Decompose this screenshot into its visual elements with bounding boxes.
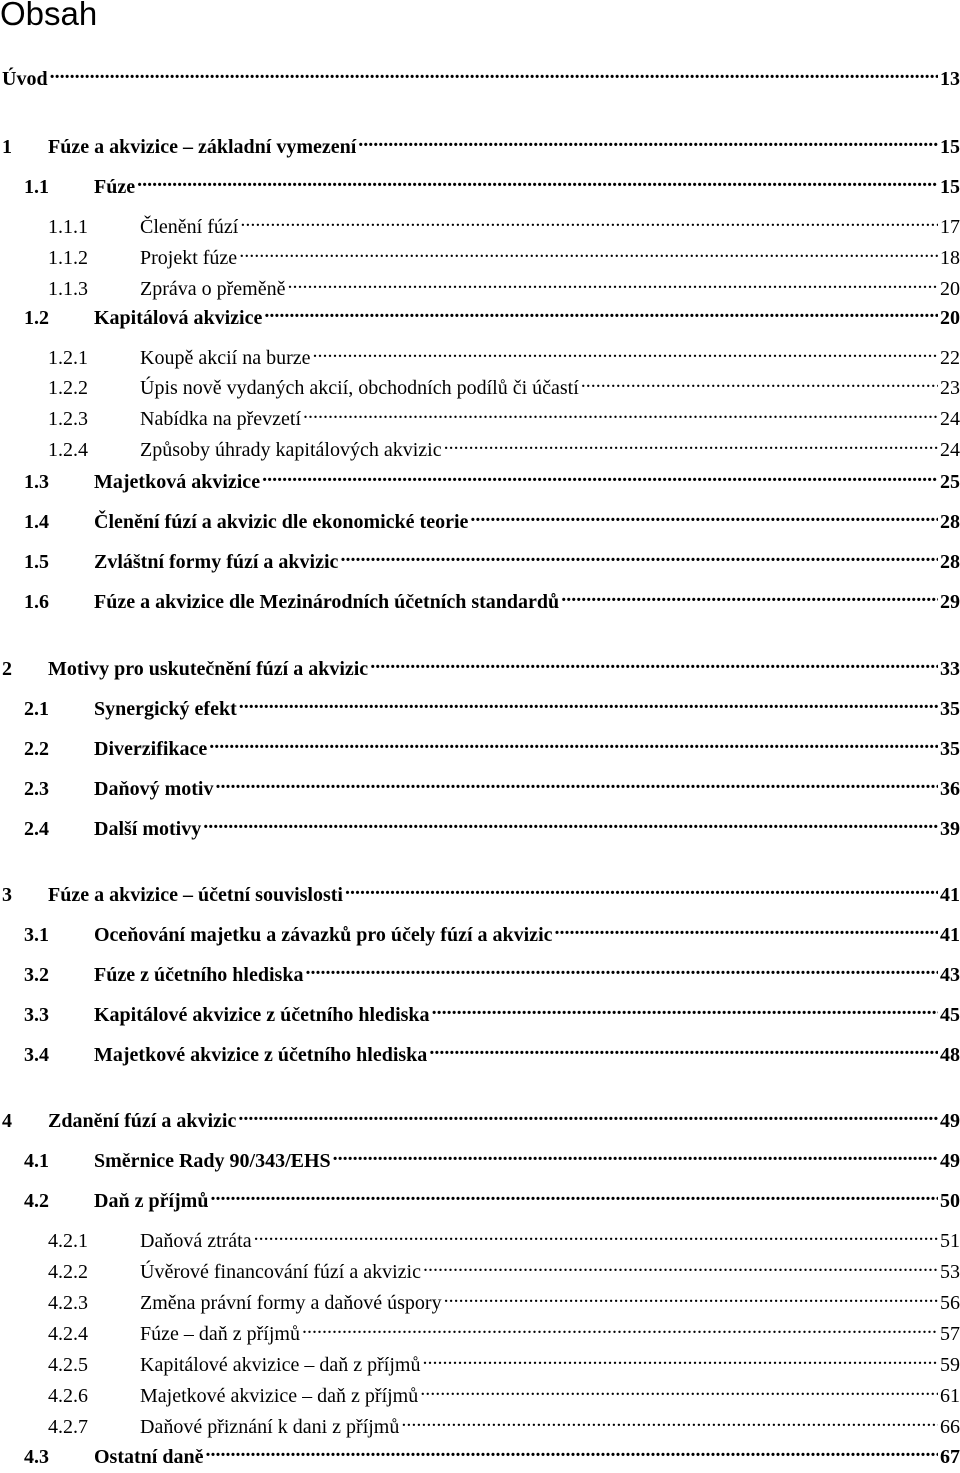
toc-entry-page-number: 57 xyxy=(940,1323,960,1345)
toc-entry[interactable] xyxy=(48,1376,960,1407)
toc-entry-number: 4 xyxy=(2,1110,12,1132)
toc-dot-leader xyxy=(137,167,938,193)
toc-entry[interactable] xyxy=(48,430,960,461)
toc-entry-title: Úpis nově vydaných akcií, obchodních podílů či účastí xyxy=(140,377,579,399)
toc-entry-number: 1.2.3 xyxy=(48,408,88,430)
toc-entry[interactable] xyxy=(48,399,960,430)
toc-entry-page-number: 41 xyxy=(940,924,960,946)
toc-entry[interactable] xyxy=(24,769,960,800)
toc-entry-page-number: 49 xyxy=(940,1150,960,1172)
toc-entry-page-number: 20 xyxy=(940,278,960,300)
toc-entry-number: 1.1.3 xyxy=(48,278,88,300)
toc-entry[interactable] xyxy=(48,269,960,300)
toc-dot-leader xyxy=(401,1407,938,1433)
toc-dot-leader xyxy=(264,298,938,324)
toc-entry-number: 1.5 xyxy=(24,551,49,573)
toc-dot-leader xyxy=(422,1345,938,1371)
toc-entry-page-number: 33 xyxy=(940,658,960,680)
toc-entry[interactable] xyxy=(24,915,960,946)
toc-entry[interactable] xyxy=(24,1035,960,1066)
toc-entry-title: Daňový motiv xyxy=(94,778,214,800)
toc-entry[interactable] xyxy=(2,127,960,158)
toc-entry[interactable] xyxy=(24,542,960,573)
toc-entry-title: Projekt fúze xyxy=(140,247,238,269)
toc-entry-number: 1.4 xyxy=(24,511,49,533)
toc-entry-page-number: 51 xyxy=(940,1230,960,1252)
toc-entry[interactable] xyxy=(48,238,960,269)
toc-entry[interactable] xyxy=(24,582,960,613)
toc-entry-page-number: 25 xyxy=(940,471,960,493)
toc-entry-number: 4.1 xyxy=(24,1150,49,1172)
toc-dot-leader xyxy=(432,995,938,1021)
toc-entry-title: Motivy pro uskutečnění fúzí a akvizic xyxy=(48,658,369,680)
toc-entry-title: Majetkové akvizice – daň z příjmů xyxy=(140,1385,419,1407)
toc-dot-leader xyxy=(581,368,938,394)
toc-entry[interactable] xyxy=(24,462,960,493)
toc-entry-page-number: 39 xyxy=(940,818,960,840)
toc-dot-leader xyxy=(254,1221,938,1247)
toc-dot-leader xyxy=(239,238,938,264)
toc-dot-leader xyxy=(312,338,938,364)
toc-entry[interactable] xyxy=(2,649,960,680)
toc-entry-number: 3.1 xyxy=(24,924,49,946)
toc-entry-number: 4.2.3 xyxy=(48,1292,88,1314)
toc-dot-leader xyxy=(444,430,938,456)
toc-dot-leader xyxy=(262,462,938,488)
toc-entry-title: Způsoby úhrady kapitálových akvizic xyxy=(140,439,442,461)
toc-entry-page-number: 24 xyxy=(940,439,960,461)
toc-dot-leader xyxy=(470,502,938,528)
toc-dot-leader xyxy=(561,582,938,608)
toc-entry-page-number: 28 xyxy=(940,511,960,533)
toc-entry-page-number: 48 xyxy=(940,1044,960,1066)
toc-entry-page-number: 15 xyxy=(940,176,960,198)
toc-entry-title: Zdanění fúzí a akvizic xyxy=(48,1110,237,1132)
toc-entry[interactable] xyxy=(48,368,960,399)
toc-entry-page-number: 20 xyxy=(940,307,960,329)
toc-entry-number: 2.1 xyxy=(24,698,49,720)
toc-entry-number: 1 xyxy=(2,136,12,158)
toc-dot-leader xyxy=(305,955,938,981)
toc-entry-number: 4.2.7 xyxy=(48,1416,88,1438)
toc-entry-title: Fúze a akvizice – účetní souvislosti xyxy=(48,884,343,906)
toc-entry-number: 4.3 xyxy=(24,1446,49,1468)
toc-entry[interactable] xyxy=(24,995,960,1026)
toc-entry[interactable] xyxy=(48,1252,960,1283)
toc-entry-page-number: 15 xyxy=(940,136,960,158)
toc-entry-title: Další motivy xyxy=(94,818,202,840)
toc-entry[interactable] xyxy=(48,207,960,238)
toc-dot-leader xyxy=(429,1035,938,1061)
toc-entry-number: 1.1.2 xyxy=(48,247,88,269)
toc-entry[interactable] xyxy=(24,167,960,198)
toc-entry-title: Zpráva o přeměně xyxy=(140,278,286,300)
toc-entry-title: Úvěrové financování fúzí a akvizic xyxy=(140,1261,421,1283)
toc-entry-title: Fúze a akvizice dle Mezinárodních účetních standardů xyxy=(94,591,560,613)
toc-entry-page-number: 28 xyxy=(940,551,960,573)
toc-entry-title: Diverzifikace xyxy=(94,738,208,760)
toc-entry-title: Fúze xyxy=(94,176,136,198)
toc-dot-leader xyxy=(50,59,938,85)
toc-entry-number: 3.2 xyxy=(24,964,49,986)
toc-entry-title: Členění fúzí a akvizic dle ekonomické teorie xyxy=(94,511,469,533)
toc-entry-page-number: 35 xyxy=(940,738,960,760)
toc-entry-page-number: 61 xyxy=(940,1385,960,1407)
toc-entry[interactable] xyxy=(24,298,960,329)
toc-entry-title: Kapitálové akvizice z účetního hlediska xyxy=(94,1004,430,1026)
toc-entry-page-number: 66 xyxy=(940,1416,960,1438)
toc-entry[interactable] xyxy=(2,59,960,90)
toc-entry-title: Daňové přiznání k dani z příjmů xyxy=(140,1416,400,1438)
toc-dot-leader xyxy=(203,809,938,835)
toc-entry-title: Majetkové akvizice z účetního hlediska xyxy=(94,1044,428,1066)
toc-entry-page-number: 67 xyxy=(940,1446,960,1468)
toc-entry[interactable] xyxy=(24,809,960,840)
toc-entry-number: 2.4 xyxy=(24,818,49,840)
toc-entry[interactable] xyxy=(24,502,960,533)
toc-entry-number: 1.2.2 xyxy=(48,377,88,399)
toc-entry-number: 2 xyxy=(2,658,12,680)
toc-entry-page-number: 43 xyxy=(940,964,960,986)
toc-dot-leader xyxy=(287,269,938,295)
toc-dot-leader xyxy=(303,399,938,425)
toc-entry-title: Fúze z účetního hlediska xyxy=(94,964,304,986)
toc-entry-title: Fúze – daň z příjmů xyxy=(140,1323,300,1345)
toc-dot-leader xyxy=(423,1252,938,1278)
toc-entry-title: Daňová ztráta xyxy=(140,1230,252,1252)
toc-entry-title: Daň z příjmů xyxy=(94,1190,209,1212)
toc-dot-leader xyxy=(205,1437,938,1463)
toc-dot-leader xyxy=(240,207,938,233)
toc-entry-title: Změna právní formy a daňové úspory xyxy=(140,1292,442,1314)
toc-entry[interactable] xyxy=(24,955,960,986)
toc-entry-title: Ostatní daně xyxy=(94,1446,204,1468)
toc-entry-page-number: 35 xyxy=(940,698,960,720)
toc-entry[interactable] xyxy=(24,1181,960,1212)
toc-dot-leader xyxy=(358,127,938,153)
page-title: Obsah xyxy=(0,0,98,32)
toc-entry-page-number: 23 xyxy=(940,377,960,399)
toc-dot-leader xyxy=(210,1181,938,1207)
toc-entry[interactable] xyxy=(48,1407,960,1438)
toc-entry-page-number: 49 xyxy=(940,1110,960,1132)
toc-entry-page-number: 13 xyxy=(940,68,960,90)
toc-entry-title: Fúze a akvizice – základní vymezení xyxy=(48,136,357,158)
toc-entry-number: 1.2.4 xyxy=(48,439,88,461)
toc-entry[interactable] xyxy=(24,1437,960,1468)
toc-entry-page-number: 53 xyxy=(940,1261,960,1283)
toc-entry[interactable] xyxy=(48,1314,960,1345)
toc-dot-leader xyxy=(340,542,938,568)
toc-dot-leader xyxy=(345,875,938,901)
toc-entry-number: 1.6 xyxy=(24,591,49,613)
toc-entry-page-number: 45 xyxy=(940,1004,960,1026)
toc-entry-number: 1.3 xyxy=(24,471,49,493)
toc-dot-leader xyxy=(333,1141,938,1167)
toc-entry-number: 4.2.4 xyxy=(48,1323,88,1345)
toc-entry-number: 4.2 xyxy=(24,1190,49,1212)
toc-dot-leader xyxy=(209,729,938,755)
toc-dot-leader xyxy=(215,769,938,795)
toc-entry-title: Směrnice Rady 90/343/EHS xyxy=(94,1150,331,1172)
toc-entry[interactable] xyxy=(48,338,960,369)
toc-entry-number: 1.2 xyxy=(24,307,49,329)
toc-dot-leader xyxy=(302,1314,938,1340)
toc-entry-number: 1.1 xyxy=(24,176,49,198)
toc-entry-number: 2.2 xyxy=(24,738,49,760)
toc-entry-page-number: 29 xyxy=(940,591,960,613)
toc-entry-page-number: 56 xyxy=(940,1292,960,1314)
toc-entry-page-number: 22 xyxy=(940,347,960,369)
toc-entry-number: 4.2.5 xyxy=(48,1354,88,1376)
toc-dot-leader xyxy=(555,915,939,941)
toc-entry-title: Synergický efekt xyxy=(94,698,237,720)
toc-dot-leader xyxy=(420,1376,938,1402)
toc-entry-page-number: 59 xyxy=(940,1354,960,1376)
toc-entry-title: Kapitálová akvizice xyxy=(94,307,263,329)
toc-entry-page-number: 36 xyxy=(940,778,960,800)
toc-entry[interactable] xyxy=(24,689,960,720)
toc-entry-page-number: 41 xyxy=(940,884,960,906)
toc-entry-page-number: 50 xyxy=(940,1190,960,1212)
toc-entry-title: Koupě akcií na burze xyxy=(140,347,311,369)
toc-entry-title: Kapitálové akvizice – daň z příjmů xyxy=(140,1354,421,1376)
toc-entry[interactable] xyxy=(2,1101,960,1132)
toc-entry-title: Zvláštní formy fúzí a akvizic xyxy=(94,551,339,573)
toc-entry-title: Členění fúzí xyxy=(140,216,239,238)
toc-entry-number: 1.2.1 xyxy=(48,347,88,369)
toc-entry-page-number: 18 xyxy=(940,247,960,269)
toc-entry-number: 1.1.1 xyxy=(48,216,88,238)
toc-entry[interactable] xyxy=(48,1221,960,1252)
toc-entry[interactable] xyxy=(2,875,960,906)
toc-entry-title: Úvod xyxy=(2,68,48,90)
toc-entry-title: Majetková akvizice xyxy=(94,471,261,493)
toc-dot-leader xyxy=(238,1101,938,1127)
toc-entry-number: 2.3 xyxy=(24,778,49,800)
toc-entry-number: 4.2.2 xyxy=(48,1261,88,1283)
toc-dot-leader xyxy=(444,1283,938,1309)
toc-entry-page-number: 17 xyxy=(940,216,960,238)
toc-entry[interactable] xyxy=(48,1345,960,1376)
toc-entry-title: Nabídka na převzetí xyxy=(140,408,302,430)
toc-entry[interactable] xyxy=(24,729,960,760)
toc-entry[interactable] xyxy=(48,1283,960,1314)
toc-entry-number: 4.2.1 xyxy=(48,1230,88,1252)
toc-entry-number: 3.3 xyxy=(24,1004,49,1026)
toc-entry-number: 4.2.6 xyxy=(48,1385,88,1407)
toc-entry[interactable] xyxy=(24,1141,960,1172)
toc-entry-number: 3.4 xyxy=(24,1044,49,1066)
toc-dot-leader xyxy=(370,649,938,675)
toc-dot-leader xyxy=(239,689,938,715)
toc-entry-page-number: 24 xyxy=(940,408,960,430)
toc-entry-title: Oceňování majetku a závazků pro účely fúzí a akvizic xyxy=(94,924,553,946)
toc-entry-number: 3 xyxy=(2,884,12,906)
